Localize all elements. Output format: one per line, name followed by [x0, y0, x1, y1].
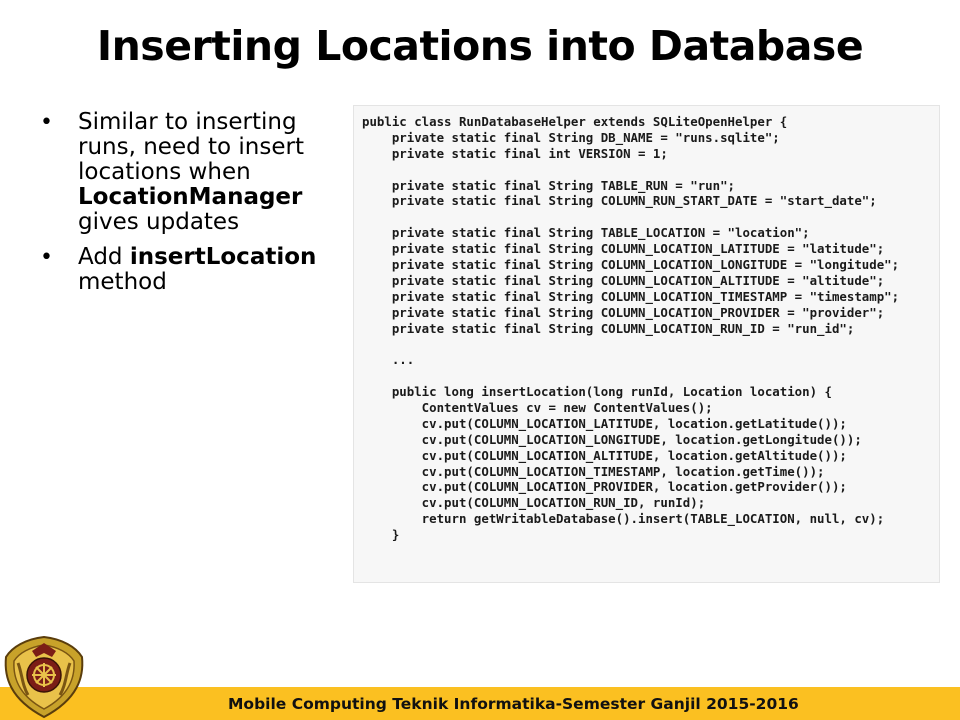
bullet-item	[40, 110, 340, 235]
code-line	[362, 209, 939, 225]
code-line: private static final String COLUMN_LOCATION_RUN_ID = "run_id";	[362, 320, 855, 336]
code-line: private static final String COLUMN_LOCATION_LONGITUDE = "longitude";	[362, 257, 900, 273]
code-line: cv.put(COLUMN_LOCATION_LATITUDE, location.getLatitude());	[362, 415, 847, 431]
bullet-item	[40, 245, 340, 295]
university-crest-icon	[2, 633, 86, 719]
code-line: private static final String COLUMN_LOCATION_TIMESTAMP = "timestamp";	[362, 288, 900, 304]
bullet-text: gives updates	[78, 209, 240, 235]
bullet-list	[40, 110, 340, 305]
code-line: private static final int VERSION = 1;	[362, 145, 668, 161]
bullet-emphasis: insertLocation	[129, 244, 317, 270]
code-line: private static final String COLUMN_LOCATION_ALTITUDE = "altitude";	[362, 272, 885, 288]
code-line: public class RunDatabaseHelper extends SQLiteOpenHelper {	[362, 114, 788, 129]
code-screenshot	[353, 105, 940, 583]
code-line: ...	[362, 352, 415, 368]
code-line: cv.put(COLUMN_LOCATION_LONGITUDE, location.getLongitude());	[362, 431, 862, 447]
bullet-emphasis: LocationManager	[78, 184, 303, 210]
code-line	[362, 162, 939, 178]
bullet-text: method	[78, 269, 167, 295]
code-line: private static final String TABLE_RUN = "run";	[362, 177, 735, 193]
bullet-text: Add	[78, 244, 130, 270]
code-line	[362, 368, 939, 384]
code-line: }	[362, 527, 400, 543]
code-line: private static final String TABLE_LOCATION = "location";	[362, 225, 810, 241]
code-line: private static final String COLUMN_LOCATION_PROVIDER = "provider";	[362, 304, 885, 320]
code-line: cv.put(COLUMN_LOCATION_TIMESTAMP, location.getTime());	[362, 463, 825, 479]
code-line: return getWritableDatabase().insert(TABLE_LOCATION, null, cv);	[362, 511, 885, 527]
code-line: private static final String COLUMN_RUN_START_DATE = "start_date";	[362, 193, 877, 209]
code-line: cv.put(COLUMN_LOCATION_RUN_ID, runId);	[362, 495, 706, 511]
code-line: ContentValues cv = new ContentValues();	[362, 400, 713, 416]
bullet-dot: •	[40, 110, 53, 135]
code-line: cv.put(COLUMN_LOCATION_ALTITUDE, location.getAltitude());	[362, 447, 847, 463]
slide-title: Inserting Locations into Database	[96, 22, 864, 70]
footer-bar	[0, 687, 960, 720]
code-line: public long insertLocation(long runId, Location location) {	[362, 384, 832, 400]
code-line	[362, 336, 939, 352]
code-line: cv.put(COLUMN_LOCATION_PROVIDER, location.getProvider());	[362, 479, 847, 495]
code-line: private static final String DB_NAME = "runs.sqlite";	[362, 129, 780, 145]
bullet-text: Similar to inserting runs, need to insert locations when	[78, 109, 304, 185]
bullet-dot: •	[40, 245, 53, 270]
code-line: private static final String COLUMN_LOCATION_LATITUDE = "latitude";	[362, 241, 885, 257]
code-block	[354, 106, 939, 543]
footer-text: Mobile Computing Teknik Informatika-Semester Ganjil 2015-2016	[228, 695, 799, 713]
